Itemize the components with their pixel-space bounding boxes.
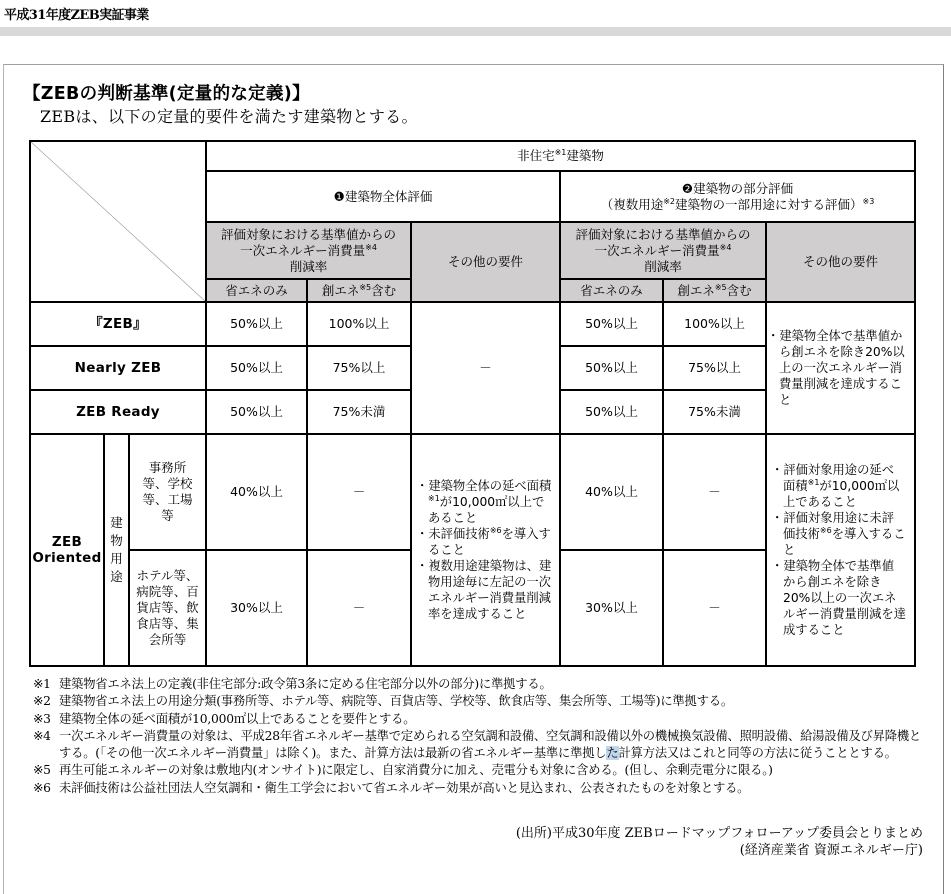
page-header-title: 平成31年度ZEB実証事業 — [4, 8, 149, 23]
cell-value: － — [307, 550, 411, 666]
footnote-6: ※6 未評価技術は公益社団法人空気調和・衛生工学会において省エネルギー効果が高いと見込まれ、公表されたものを対象とする。 — [33, 780, 750, 795]
cell-value: － — [663, 550, 766, 666]
cell-value: 50%以上 — [560, 302, 663, 346]
text-selection-highlight[interactable]: た — [606, 746, 619, 761]
cell-value: 50%以上 — [560, 390, 663, 434]
cell-oriented-other-requirements-1: ・建築物全体の延べ面積$^{※1}$が10,000㎡以上であること ・未評価技術$^{※6}$を導入すること ・複数用途建築物は、建物用途毎に左記の一次エネルギー消費量削減率を達成すること — [411, 434, 560, 666]
section-title: 【ZEBの判断基準(定量的な定義)】 — [23, 84, 310, 104]
cell-value: 40%以上 — [206, 434, 307, 550]
diagonal-corner-cell — [30, 141, 206, 302]
cell-value: － — [663, 434, 766, 550]
use-category: ホテル等、病院等、百貨店等、飲食店等、集会所等 — [129, 550, 206, 666]
cell-other-requirements-1: － — [411, 302, 560, 434]
cell-value: 100%以上 — [307, 302, 411, 346]
cell-value: 100%以上 — [663, 302, 766, 346]
footnote-4: ※4 一次エネルギー消費量の対象は、平成28年省エネルギー基準で定められる空気調和設備、空気調和設備以外の機械換気設備、照明設備、給湯設備及び昇降機とする。(「その他一次エネルギー消費量」は除く)。また、計算方法は最新の省エネルギー基準に準拠した計算方法又はこれと同等の方法に従うこととする。 — [33, 728, 922, 761]
footnotes — [33, 676, 929, 797]
header-reduction-rate-1: 評価対象における基準値からの 一次エネルギー消費量$^{※4}$ 削減率 — [206, 222, 411, 279]
header-non-residential: 非住宅$^{※1}$建築物 — [206, 141, 915, 171]
cell-value: 50%以上 — [206, 302, 307, 346]
table-row-zeb-oriented-office — [30, 434, 915, 550]
header-incl-generation-2: 創エネ$^{※5}$含む — [663, 279, 766, 302]
cell-value: 50%以上 — [560, 346, 663, 390]
header-divider-bar — [0, 27, 951, 36]
header-incl-generation-1: 創エネ$^{※5}$含む — [307, 279, 411, 302]
header-other-requirements-2: その他の要件 — [766, 222, 915, 302]
cell-value: 75%未満 — [663, 390, 766, 434]
footnote-3: ※3 建築物全体の延べ面積が10,000㎡以上であることを要件とする。 — [33, 711, 416, 726]
cell-value: － — [307, 434, 411, 550]
cell-other-requirements-2: ・建築物全体で基準値から創エネを除き20%以上の一次エネルギー消費量削減を達成すること — [766, 302, 915, 434]
row-label: 『ZEB』 — [30, 302, 206, 346]
cell-value: 30%以上 — [560, 550, 663, 666]
cell-value: 75%以上 — [307, 346, 411, 390]
use-category: 事務所等、学校等、工場等 — [129, 434, 206, 550]
building-use-label: 建物用途 — [104, 434, 129, 666]
header-partial-evaluation: ❷建築物の部分評価 （複数用途$^{※2}$建築物の一部用途に対する評価）$^{※3}$ — [560, 171, 915, 222]
section-subtitle: ZEBは、以下の定量的要件を満たす建築物とする。 — [40, 107, 418, 126]
footnote-2: ※2 建築物省エネ法上の用途分類(事務所等、ホテル等、病院等、百貨店等、学校等、飲食店等、集会所等、工場等)に準拠する。 — [33, 694, 733, 709]
cell-value: 50%以上 — [206, 390, 307, 434]
row-label-zeb-oriented: ZEB Oriented — [30, 434, 104, 666]
row-label: Nearly ZEB — [30, 346, 206, 390]
cell-value: 30%以上 — [206, 550, 307, 666]
footnote-1: ※1 建築物省エネ法上の定義(非住宅部分:政令第3条に定める住宅部分以外の部分)に準拠する。 — [33, 677, 552, 691]
header-energy-saving-only-2: 省エネのみ — [560, 279, 663, 302]
row-label: ZEB Ready — [30, 390, 206, 434]
footnote-5: ※5 再生可能エネルギーの対象は敷地内(オンサイト)に限定し、自家消費分に加え、売電分も対象に含める。(但し、余剰売電分に限る。) — [33, 763, 773, 778]
cell-value: 50%以上 — [206, 346, 307, 390]
cell-value: 40%以上 — [560, 434, 663, 550]
diagonal-line — [31, 142, 205, 301]
source-citation: (出所)平成30年度 ZEBロードマップフォローアップ委員会とりまとめ (経済産業省 資源エネルギー庁) — [515, 826, 923, 858]
zeb-criteria-table — [29, 140, 916, 667]
header-whole-building-evaluation: ❶建築物全体評価 — [206, 171, 560, 222]
cell-oriented-other-requirements-2: ・評価対象用途の延べ面積$^{※1}$が10,000㎡以上であること ・評価対象用途に未評価技術$^{※6}$を導入すること ・建築物全体で基準値から創エネを除き20%以上の一次エネルギー消費量削減を達成すること — [766, 434, 915, 666]
table-row-zeb — [30, 302, 915, 346]
header-energy-saving-only-1: 省エネのみ — [206, 279, 307, 302]
header-reduction-rate-2: 評価対象における基準値からの 一次エネルギー消費量$^{※4}$ 削減率 — [560, 222, 766, 279]
header-other-requirements-1: その他の要件 — [411, 222, 560, 302]
cell-value: 75%以上 — [663, 346, 766, 390]
cell-value: 75%未満 — [307, 390, 411, 434]
